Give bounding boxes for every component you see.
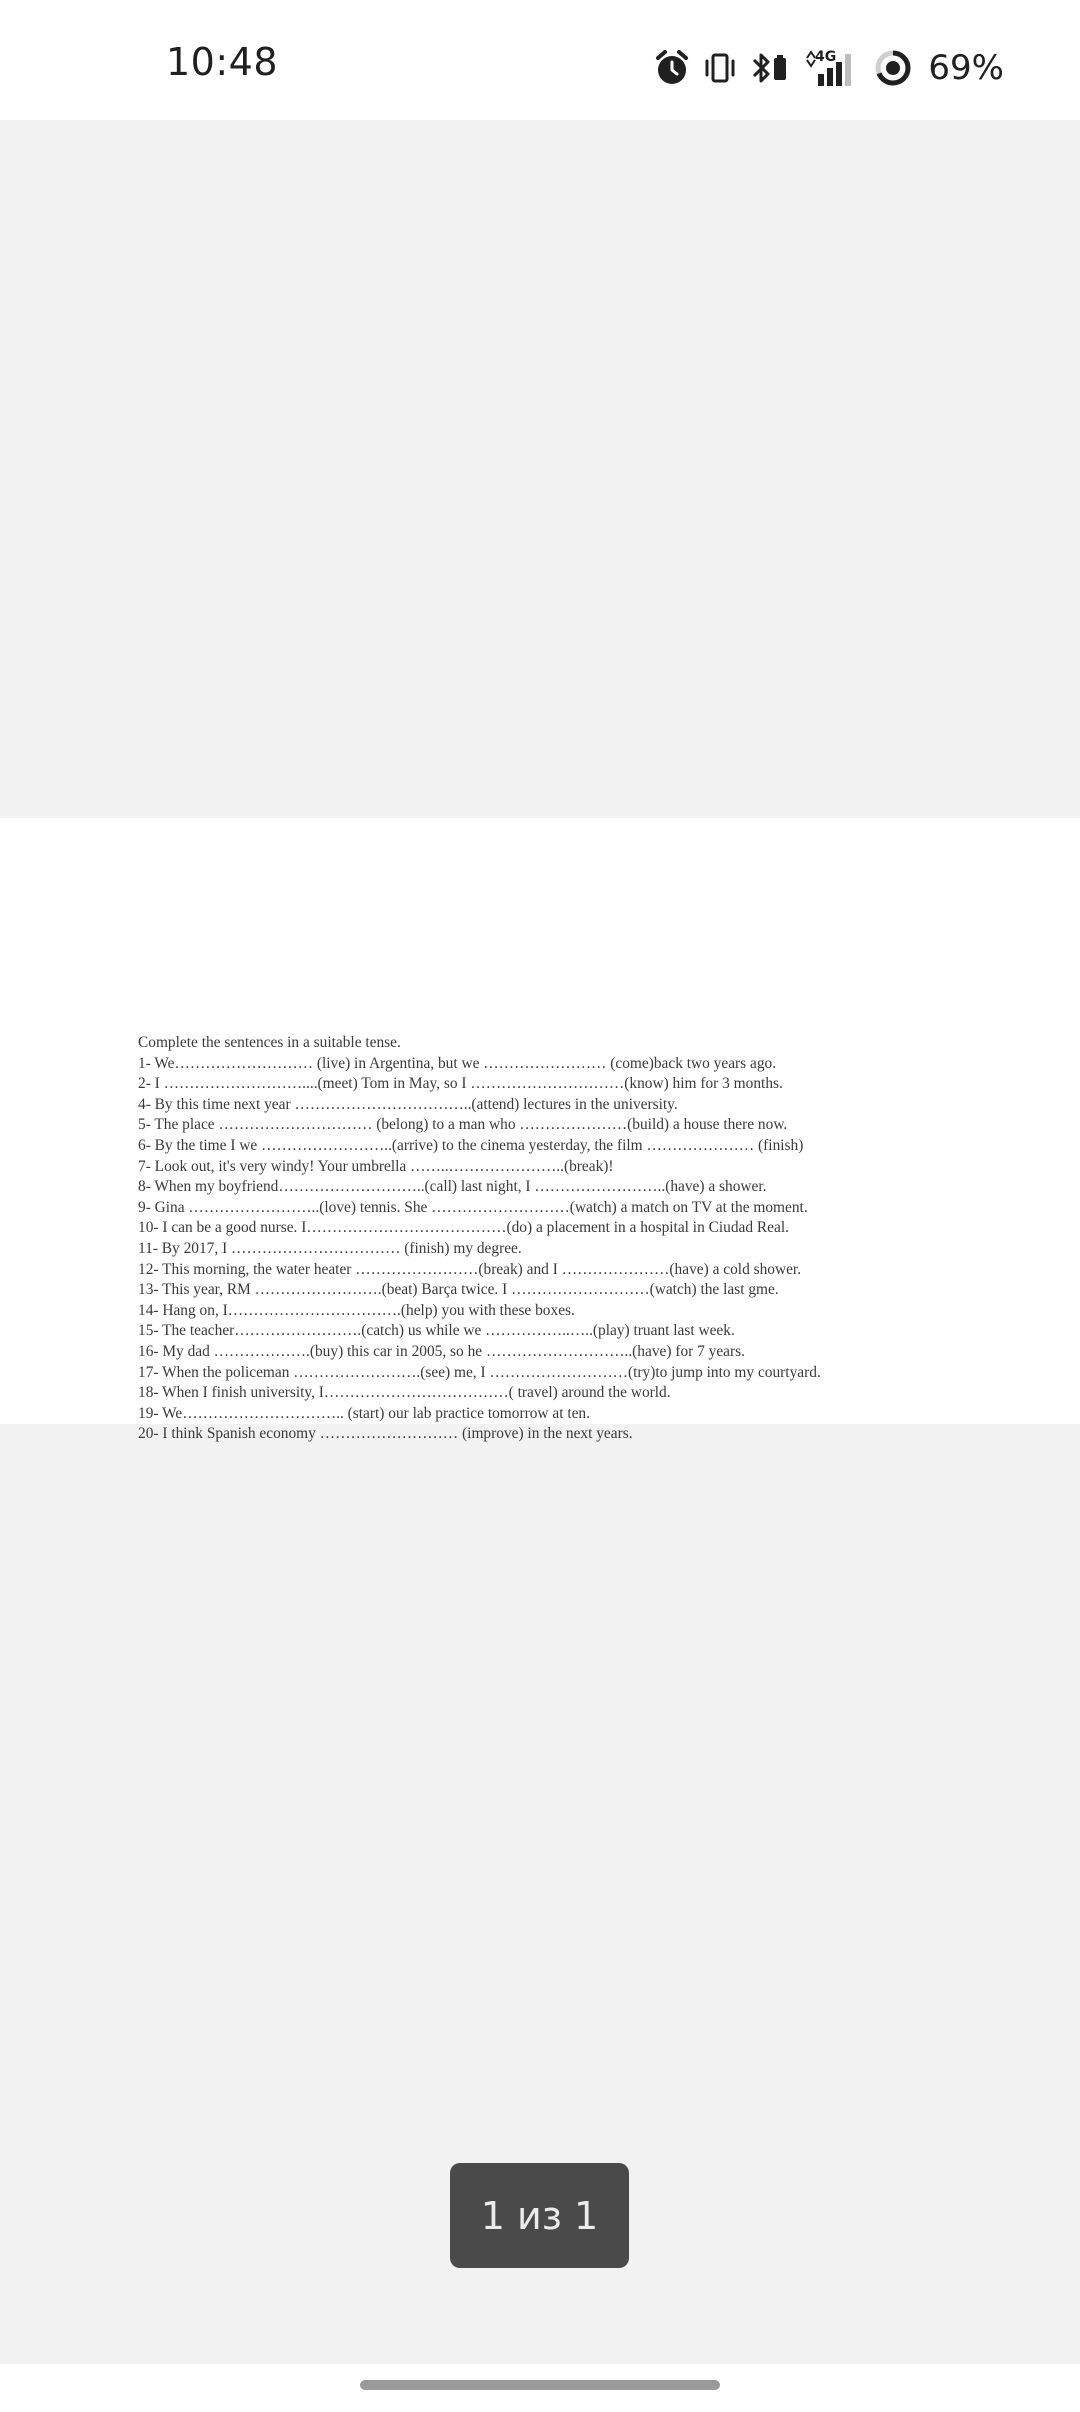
worksheet-line: 5- The place ………………………… (belong) to a man who …………………(build) a house there now.: [138, 1116, 788, 1134]
worksheet-line: 6- By the time I we ……………………..(arrive) to the cinema yesterday, the film ………………… (finish): [138, 1136, 804, 1154]
signal-icon: [804, 48, 860, 88]
gesture-handle[interactable]: [360, 2380, 720, 2390]
worksheet-line: 8- When my boyfriend………………………..(call) last night, I ……………………..(have) a shower.: [138, 1178, 767, 1196]
navigation-bar: [0, 2364, 1080, 2412]
worksheet-line: 16- My dad ……………….(buy) this car in 2005, so he ………………………..(have) for 7 years.: [138, 1342, 745, 1360]
worksheet-line: 4- By this time next year ……………………………..(attend) lectures in the university.: [138, 1095, 678, 1113]
battery-ring-icon: [874, 49, 912, 87]
status-icons: [654, 44, 1004, 92]
worksheet-line: 10- I can be a good nurse. I…………………………………(do) a placement in a hospital in Ciudad Real.: [138, 1219, 789, 1237]
status-time: 10:48: [166, 40, 279, 84]
worksheet-text: [138, 1033, 968, 1445]
worksheet-line: 1- We……………………… (live) in Argentina, but we …………………… (come)back two years ago.: [138, 1054, 777, 1072]
worksheet-line: 17- When the policeman …………………….(see) me, I ………………………(try)to jump into my courtyard.: [138, 1363, 821, 1381]
worksheet-line: 14- Hang on, I…………………………….(help) you with these boxes.: [138, 1301, 575, 1319]
worksheet-line: 13- This year, RM …………………….(beat) Barça twice. I ………………………(watch) the last gme.: [138, 1281, 779, 1299]
battery-percent: 69%: [928, 48, 1004, 88]
bluetooth-icon: [750, 50, 790, 86]
worksheet-line: 7- Look out, it's very windy! Your umbrella ……..…………………..(break)!: [138, 1157, 614, 1175]
worksheet-line: 2- I ………………………....(meet) Tom in May, so I …………………………(know) him for 3 months.: [138, 1075, 783, 1093]
worksheet-line: 9- Gina ……………………..(love) tennis. She ………………………(watch) a match on TV at the moment.: [138, 1198, 808, 1216]
worksheet-line: 18- When I finish university, I………………………………( travel) around the world.: [138, 1384, 671, 1402]
network-type-label: 4G: [815, 49, 837, 65]
worksheet-line: 15- The teacher…………………….(catch) us while we ……………..…..(play) truant last week.: [138, 1322, 735, 1340]
worksheet-instruction: Complete the sentences in a suitable tense.: [138, 1034, 401, 1051]
alarm-icon: [654, 49, 690, 87]
status-bar: [0, 0, 1080, 120]
worksheet-line: 20- I think Spanish economy ……………………… (improve) in the next years.: [138, 1425, 633, 1443]
vibrate-icon: [704, 51, 736, 85]
worksheet-line: 11- By 2017, I …………………………… (finish) my degree.: [138, 1239, 522, 1257]
page-indicator: 1 из 1: [450, 2163, 629, 2268]
worksheet-line: 12- This morning, the water heater ……………………(break) and I …………………(have) a cold shower.: [138, 1260, 802, 1278]
worksheet-line: 19- We………………………….. (start) our lab practice tomorrow at ten.: [138, 1404, 590, 1422]
